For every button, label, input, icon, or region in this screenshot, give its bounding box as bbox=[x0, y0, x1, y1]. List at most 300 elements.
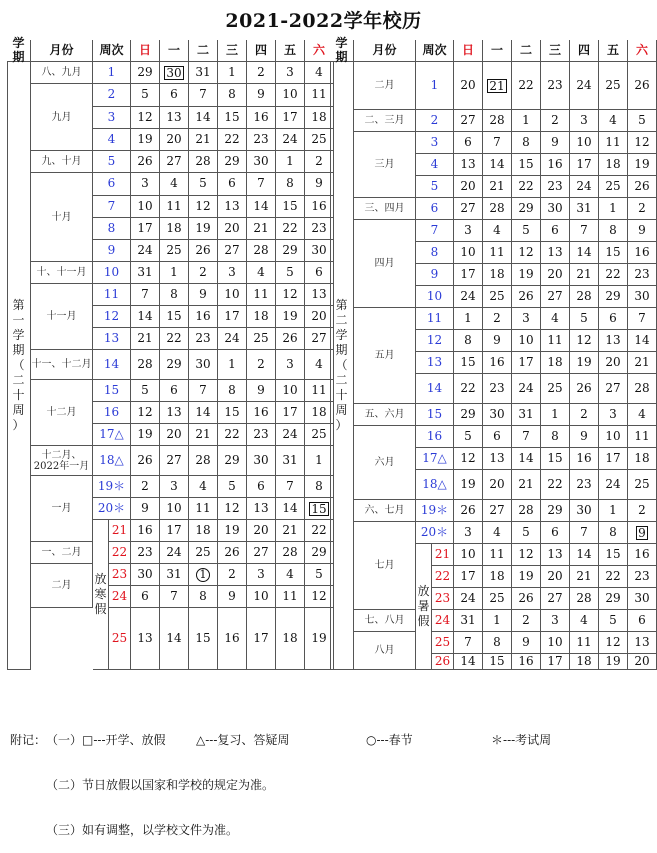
right-month-2: 三月 bbox=[354, 132, 416, 198]
day-number: 1 bbox=[315, 452, 323, 467]
day-number: 17 bbox=[137, 220, 153, 235]
day-number: 5 bbox=[609, 612, 617, 627]
right-vacation-week-0: 21 bbox=[432, 544, 454, 566]
left-day-11-5 bbox=[276, 306, 305, 328]
left-week-2: 2 bbox=[93, 84, 131, 107]
right-day-7-0 bbox=[454, 242, 483, 264]
right-day-14-5 bbox=[599, 404, 628, 426]
header-9: 六 bbox=[305, 40, 334, 62]
left-day-15-1 bbox=[160, 402, 189, 424]
header-3: 日 bbox=[454, 40, 483, 62]
header-6: 三 bbox=[541, 40, 570, 62]
left-day-21-1 bbox=[160, 542, 189, 564]
day-number: 4 bbox=[257, 264, 265, 279]
left-day-6-0 bbox=[131, 196, 160, 218]
right-day-18-5 bbox=[599, 500, 628, 522]
day-number: 19 bbox=[605, 653, 621, 668]
right-day-3-6 bbox=[628, 154, 657, 176]
day-number: 4 bbox=[315, 356, 323, 371]
right-day-4-3 bbox=[541, 176, 570, 198]
right-vacation-week-3: 24 bbox=[432, 610, 454, 632]
left-day-7-5 bbox=[276, 218, 305, 240]
day-number: 26 bbox=[634, 77, 650, 92]
day-number: 1 bbox=[286, 153, 294, 168]
right-day-14-0 bbox=[454, 404, 483, 426]
left-day-22-0 bbox=[131, 564, 160, 586]
right-day-15-6 bbox=[628, 426, 657, 448]
left-day-3-3 bbox=[218, 129, 247, 151]
header-0: 学期 bbox=[7, 40, 31, 62]
day-number: 7 bbox=[170, 588, 178, 603]
left-day-6-3 bbox=[218, 196, 247, 218]
day-number: 21 bbox=[518, 476, 534, 491]
left-month-6: 十一、十二月 bbox=[31, 350, 93, 380]
day-number: 4 bbox=[580, 612, 588, 627]
day-number: 15 bbox=[166, 308, 182, 323]
day-number: 29 bbox=[224, 452, 240, 467]
left-day-5-4 bbox=[247, 173, 276, 196]
right-day-7-1 bbox=[483, 242, 512, 264]
right-vacation-label: 放 暑 假 bbox=[416, 544, 432, 670]
right-day-8-5 bbox=[599, 264, 628, 286]
right-day-9-0 bbox=[454, 286, 483, 308]
right-day-17-0 bbox=[454, 470, 483, 500]
day-number: 29 bbox=[282, 242, 298, 257]
right-day-22-5 bbox=[599, 588, 628, 610]
left-month-10: 一、二月 bbox=[31, 542, 93, 564]
right-day-13-5 bbox=[599, 374, 628, 404]
day-number: 20 bbox=[605, 354, 621, 369]
right-day-6-3 bbox=[541, 220, 570, 242]
day-number: 13 bbox=[634, 634, 650, 649]
day-number: 16 bbox=[137, 522, 153, 537]
day-number: 5 bbox=[522, 524, 530, 539]
right-day-12-6 bbox=[628, 352, 657, 374]
note-legend-spring-festival: ○---春节 bbox=[366, 733, 413, 747]
left-day-2-3 bbox=[218, 107, 247, 129]
day-number: 22 bbox=[605, 568, 621, 583]
left-day-19-5 bbox=[276, 498, 305, 520]
day-number: 18 bbox=[282, 630, 298, 645]
day-number: 9 bbox=[141, 500, 149, 515]
day-number: 20 bbox=[547, 568, 563, 583]
day-number: 18 bbox=[489, 568, 505, 583]
day-number: 14 bbox=[576, 546, 592, 561]
day-number: 29 bbox=[311, 544, 327, 559]
day-number: 14 bbox=[518, 450, 534, 465]
day-number: 27 bbox=[547, 288, 563, 303]
right-day-10-4 bbox=[570, 308, 599, 330]
day-number: 3 bbox=[464, 222, 472, 237]
day-number: 24 bbox=[605, 476, 621, 491]
left-day-20-4 bbox=[247, 520, 276, 542]
right-day-18-6 bbox=[628, 500, 657, 522]
day-number: 18 bbox=[311, 109, 327, 124]
day-number: 11 bbox=[634, 428, 650, 443]
left-day-13-0 bbox=[131, 350, 160, 380]
day-number: 7 bbox=[580, 222, 588, 237]
day-number: 26 bbox=[576, 380, 592, 395]
day-number: 30 bbox=[311, 242, 327, 257]
left-day-2-2 bbox=[189, 107, 218, 129]
day-number: 14 bbox=[137, 308, 153, 323]
day-number: 28 bbox=[282, 544, 298, 559]
left-day-21-4 bbox=[247, 542, 276, 564]
right-day-15-0 bbox=[454, 426, 483, 448]
left-day-22-1 bbox=[160, 564, 189, 586]
left-day-10-4 bbox=[247, 284, 276, 306]
day-number: 22 bbox=[518, 178, 534, 193]
left-day-9-2 bbox=[189, 262, 218, 284]
left-day-19-2 bbox=[189, 498, 218, 520]
day-number: 30 bbox=[195, 356, 211, 371]
left-day-19-4 bbox=[247, 498, 276, 520]
day-number: 24 bbox=[460, 590, 476, 605]
right-day-11-3 bbox=[541, 330, 570, 352]
left-month-4: 十、十一月 bbox=[31, 262, 93, 284]
day-number: 16 bbox=[195, 308, 211, 323]
left-day-8-0 bbox=[131, 240, 160, 262]
day-number: 1 bbox=[609, 502, 617, 517]
left-week-16: 16 bbox=[93, 402, 131, 424]
day-number: 29 bbox=[137, 64, 153, 79]
right-day-21-1 bbox=[483, 566, 512, 588]
day-number: 4 bbox=[493, 524, 501, 539]
header-7: 四 bbox=[570, 40, 599, 62]
right-day-18-4 bbox=[570, 500, 599, 522]
day-number: 3 bbox=[609, 406, 617, 421]
left-day-2-4 bbox=[247, 107, 276, 129]
day-number: 27 bbox=[460, 112, 476, 127]
day-number: 28 bbox=[195, 153, 211, 168]
left-day-13-5 bbox=[276, 350, 305, 380]
right-day-19-2 bbox=[512, 522, 541, 544]
term-boundary-marker: 21 bbox=[489, 78, 505, 93]
day-number: 10 bbox=[166, 500, 182, 515]
left-day-8-5 bbox=[276, 240, 305, 262]
day-number: 20 bbox=[166, 131, 182, 146]
right-vacation-week-1: 22 bbox=[432, 566, 454, 588]
left-vacation-label: 放 寒 假 bbox=[93, 520, 109, 670]
day-number: 23 bbox=[576, 476, 592, 491]
day-number: 26 bbox=[518, 590, 534, 605]
day-number: 12 bbox=[137, 109, 153, 124]
left-week-14: 14 bbox=[93, 350, 131, 380]
day-number: 29 bbox=[224, 153, 240, 168]
day-number: 10 bbox=[282, 87, 298, 102]
left-day-8-3 bbox=[218, 240, 247, 262]
day-number: 1 bbox=[522, 112, 530, 127]
day-number: 31 bbox=[576, 200, 592, 215]
left-day-18-5 bbox=[276, 476, 305, 498]
right-day-20-4 bbox=[570, 544, 599, 566]
day-number: 15 bbox=[224, 109, 240, 124]
day-number: 1 bbox=[228, 64, 236, 79]
left-week-6: 6 bbox=[93, 173, 131, 196]
spring-festival-marker: 1 bbox=[196, 568, 210, 582]
right-day-8-6 bbox=[628, 264, 657, 286]
day-number: 17 bbox=[166, 522, 182, 537]
right-day-0-3 bbox=[541, 62, 570, 110]
left-day-16-5 bbox=[276, 424, 305, 446]
day-number: 20 bbox=[311, 308, 327, 323]
day-number: 21 bbox=[282, 522, 298, 537]
day-number: 5 bbox=[638, 112, 646, 127]
day-number: 18 bbox=[634, 450, 650, 465]
left-day-14-5 bbox=[276, 380, 305, 402]
right-day-25-4 bbox=[570, 654, 599, 670]
day-number: 14 bbox=[195, 404, 211, 419]
day-number: 8 bbox=[464, 332, 472, 347]
day-number: 1 bbox=[464, 310, 472, 325]
day-number: 8 bbox=[286, 176, 294, 191]
right-day-19-4 bbox=[570, 522, 599, 544]
left-month-8: 十二月、2022年一月 bbox=[31, 446, 93, 476]
day-number: 25 bbox=[605, 178, 621, 193]
right-day-22-0 bbox=[454, 588, 483, 610]
day-number: 20 bbox=[634, 653, 650, 668]
day-number: 2 bbox=[199, 264, 207, 279]
day-number: 6 bbox=[493, 428, 501, 443]
left-day-13-3 bbox=[218, 350, 247, 380]
left-day-15-4 bbox=[247, 402, 276, 424]
note-legend-open: （一）□---开学、放假 bbox=[46, 733, 166, 747]
day-number: 7 bbox=[199, 382, 207, 397]
right-day-1-2 bbox=[512, 110, 541, 132]
left-day-14-0 bbox=[131, 380, 160, 402]
right-day-10-5 bbox=[599, 308, 628, 330]
left-week-17: 17△ bbox=[93, 424, 131, 446]
right-week-2: 2 bbox=[416, 110, 454, 132]
day-number: 15 bbox=[605, 244, 621, 259]
left-day-3-1 bbox=[160, 129, 189, 151]
left-day-4-3 bbox=[218, 151, 247, 173]
day-number: 28 bbox=[489, 200, 505, 215]
day-number: 11 bbox=[489, 244, 505, 259]
day-number: 27 bbox=[166, 452, 182, 467]
day-number: 4 bbox=[170, 176, 178, 191]
right-week-8: 8 bbox=[416, 242, 454, 264]
right-day-8-1 bbox=[483, 264, 512, 286]
day-number: 2 bbox=[315, 153, 323, 168]
day-number: 9 bbox=[580, 428, 588, 443]
day-number: 6 bbox=[170, 382, 178, 397]
day-number: 2 bbox=[493, 310, 501, 325]
day-number: 26 bbox=[137, 452, 153, 467]
day-number: 3 bbox=[257, 566, 265, 581]
day-number: 28 bbox=[576, 288, 592, 303]
left-day-21-2 bbox=[189, 542, 218, 564]
right-week-11: 11 bbox=[416, 308, 454, 330]
day-number: 13 bbox=[311, 286, 327, 301]
left-day-17-2 bbox=[189, 446, 218, 476]
right-day-13-3 bbox=[541, 374, 570, 404]
left-day-24-0 bbox=[131, 608, 160, 670]
day-number: 15 bbox=[518, 156, 534, 171]
right-day-22-2 bbox=[512, 588, 541, 610]
header-5: 二 bbox=[512, 40, 541, 62]
right-day-7-6 bbox=[628, 242, 657, 264]
day-number: 2 bbox=[257, 356, 265, 371]
day-number: 7 bbox=[286, 478, 294, 493]
day-number: 3 bbox=[286, 356, 294, 371]
left-day-6-4 bbox=[247, 196, 276, 218]
day-number: 17 bbox=[605, 450, 621, 465]
left-day-12-3 bbox=[218, 328, 247, 350]
right-week-9: 9 bbox=[416, 264, 454, 286]
right-day-8-0 bbox=[454, 264, 483, 286]
left-day-3-0 bbox=[131, 129, 160, 151]
day-number: 20 bbox=[224, 220, 240, 235]
right-day-21-6 bbox=[628, 566, 657, 588]
day-number: 1 bbox=[609, 200, 617, 215]
left-day-20-1 bbox=[160, 520, 189, 542]
left-day-14-4 bbox=[247, 380, 276, 402]
right-day-15-2 bbox=[512, 426, 541, 448]
note-adjust: （三）如有调整，以学校文件为准。 bbox=[46, 823, 239, 837]
left-day-1-0 bbox=[131, 84, 160, 107]
day-number: 24 bbox=[282, 426, 298, 441]
day-number: 16 bbox=[634, 244, 650, 259]
term-boundary-marker: 9 bbox=[638, 525, 646, 540]
header-9: 六 bbox=[628, 40, 657, 62]
day-number: 11 bbox=[166, 198, 182, 213]
day-number: 9 bbox=[522, 634, 530, 649]
right-day-5-4 bbox=[570, 198, 599, 220]
day-number: 13 bbox=[166, 404, 182, 419]
day-number: 30 bbox=[253, 452, 269, 467]
day-number: 4 bbox=[551, 310, 559, 325]
day-number: 18 bbox=[489, 266, 505, 281]
day-number: 3 bbox=[580, 112, 588, 127]
right-day-15-3 bbox=[541, 426, 570, 448]
day-number: 1 bbox=[170, 264, 178, 279]
left-week-1: 1 bbox=[93, 62, 131, 84]
day-number: 9 bbox=[257, 87, 265, 102]
right-day-21-3 bbox=[541, 566, 570, 588]
day-number: 22 bbox=[605, 266, 621, 281]
right-day-14-3 bbox=[541, 404, 570, 426]
day-number: 16 bbox=[253, 404, 269, 419]
day-number: 25 bbox=[634, 476, 650, 491]
left-day-0-5 bbox=[276, 62, 305, 84]
day-number: 21 bbox=[576, 568, 592, 583]
right-week-15: 15 bbox=[416, 404, 454, 426]
right-day-16-1 bbox=[483, 448, 512, 470]
left-day-3-5 bbox=[276, 129, 305, 151]
right-day-12-4 bbox=[570, 352, 599, 374]
left-day-4-1 bbox=[160, 151, 189, 173]
day-number: 7 bbox=[257, 176, 265, 191]
left-day-12-0 bbox=[131, 328, 160, 350]
left-day-16-3 bbox=[218, 424, 247, 446]
left-day-12-4 bbox=[247, 328, 276, 350]
left-month-2: 九、十月 bbox=[31, 151, 93, 173]
right-day-0-0 bbox=[454, 62, 483, 110]
left-vacation-week-4: 25 bbox=[109, 608, 131, 670]
left-day-20-0 bbox=[131, 520, 160, 542]
day-number: 3 bbox=[141, 176, 149, 191]
day-number: 26 bbox=[224, 544, 240, 559]
right-vacation-week-2: 23 bbox=[432, 588, 454, 610]
right-day-6-5 bbox=[599, 220, 628, 242]
day-number: 12 bbox=[224, 500, 240, 515]
left-day-4-4 bbox=[247, 151, 276, 173]
day-number: 25 bbox=[311, 131, 327, 146]
left-day-4-2 bbox=[189, 151, 218, 173]
day-number: 20 bbox=[489, 476, 505, 491]
header-1: 月份 bbox=[354, 40, 416, 62]
right-day-23-4 bbox=[570, 610, 599, 632]
day-number: 20 bbox=[166, 426, 182, 441]
day-number: 3 bbox=[170, 478, 178, 493]
header-4: 一 bbox=[483, 40, 512, 62]
left-day-24-3 bbox=[218, 608, 247, 670]
day-number: 27 bbox=[311, 330, 327, 345]
left-day-21-0 bbox=[131, 542, 160, 564]
day-number: 17 bbox=[518, 354, 534, 369]
right-day-13-4 bbox=[570, 374, 599, 404]
day-number: 20 bbox=[460, 178, 476, 193]
day-number: 2 bbox=[228, 566, 236, 581]
right-day-17-3 bbox=[541, 470, 570, 500]
left-day-12-2 bbox=[189, 328, 218, 350]
day-number: 9 bbox=[257, 382, 265, 397]
right-day-15-4 bbox=[570, 426, 599, 448]
day-number: 9 bbox=[638, 222, 646, 237]
left-month-11: 二月 bbox=[31, 564, 93, 608]
day-number: 18 bbox=[576, 653, 592, 668]
day-number: 17 bbox=[576, 156, 592, 171]
day-number: 28 bbox=[518, 502, 534, 517]
day-number: 23 bbox=[137, 544, 153, 559]
right-day-24-2 bbox=[512, 632, 541, 654]
left-day-10-0 bbox=[131, 284, 160, 306]
day-number: 2 bbox=[257, 64, 265, 79]
right-day-14-6 bbox=[628, 404, 657, 426]
day-number: 21 bbox=[137, 330, 153, 345]
day-number: 14 bbox=[282, 500, 298, 515]
right-day-5-5 bbox=[599, 198, 628, 220]
right-day-14-1 bbox=[483, 404, 512, 426]
right-month-4: 四月 bbox=[354, 220, 416, 308]
left-day-5-3 bbox=[218, 173, 247, 196]
day-number: 21 bbox=[634, 354, 650, 369]
day-number: 22 bbox=[518, 77, 534, 92]
day-number: 19 bbox=[311, 630, 327, 645]
left-day-21-3 bbox=[218, 542, 247, 564]
right-week-7: 7 bbox=[416, 220, 454, 242]
left-day-2-0 bbox=[131, 107, 160, 129]
day-number: 25 bbox=[547, 380, 563, 395]
right-day-23-5 bbox=[599, 610, 628, 632]
right-day-7-3 bbox=[541, 242, 570, 264]
right-day-2-5 bbox=[599, 132, 628, 154]
right-day-4-6 bbox=[628, 176, 657, 198]
right-day-5-1 bbox=[483, 198, 512, 220]
left-day-1-1 bbox=[160, 84, 189, 107]
right-week-19: 19＊ bbox=[416, 500, 454, 522]
day-number: 17 bbox=[253, 630, 269, 645]
left-vacation-week-3: 24 bbox=[109, 586, 131, 608]
right-month-5: 五月 bbox=[354, 308, 416, 404]
day-number: 6 bbox=[638, 612, 646, 627]
day-number: 14 bbox=[576, 244, 592, 259]
left-week-5: 5 bbox=[93, 151, 131, 173]
left-vacation-week-0: 21 bbox=[109, 520, 131, 542]
day-number: 17 bbox=[282, 109, 298, 124]
day-number: 29 bbox=[547, 502, 563, 517]
